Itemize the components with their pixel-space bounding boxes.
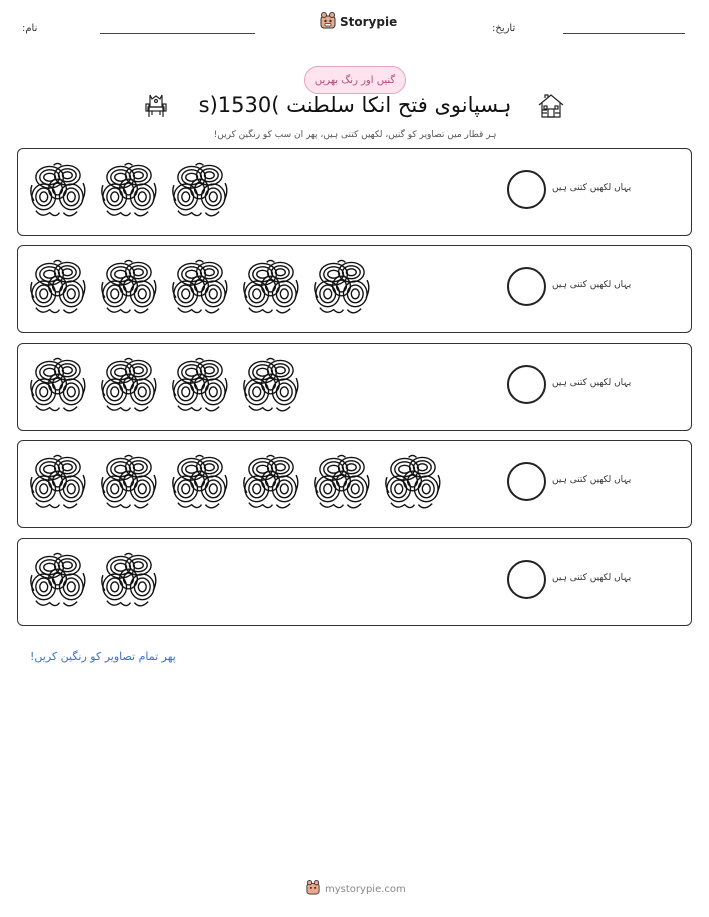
knotted-rope-icon[interactable] bbox=[28, 159, 87, 221]
answer-label: یہاں لکھیں کتنی ہیں bbox=[552, 475, 632, 485]
knotted-rope-icon[interactable] bbox=[383, 451, 442, 513]
knotted-rope-icon[interactable] bbox=[170, 354, 229, 416]
knotted-rope-icon[interactable] bbox=[241, 451, 300, 513]
knotted-rope-icon[interactable] bbox=[99, 549, 158, 611]
picture-group bbox=[28, 256, 371, 320]
knotted-rope-icon[interactable] bbox=[28, 451, 87, 513]
answer-circle[interactable] bbox=[507, 170, 546, 209]
knotted-rope-icon[interactable] bbox=[99, 159, 158, 221]
knotted-rope-icon[interactable] bbox=[28, 256, 87, 318]
date-label: تاریخ: bbox=[492, 23, 516, 34]
throne-icon bbox=[143, 93, 169, 123]
footer-brand bbox=[306, 880, 406, 898]
knotted-rope-icon[interactable] bbox=[28, 549, 87, 611]
brand-logo bbox=[320, 12, 397, 32]
house-icon bbox=[536, 92, 566, 124]
activity-badge: گنیں اور رنگ بھریں bbox=[304, 66, 406, 94]
answer-circle[interactable] bbox=[507, 560, 546, 599]
storypie-logo-icon bbox=[320, 11, 336, 33]
answer-circle[interactable] bbox=[507, 365, 546, 404]
knotted-rope-icon[interactable] bbox=[241, 256, 300, 318]
footer-url: mystorypie.com bbox=[325, 883, 406, 895]
answer-circle[interactable] bbox=[507, 462, 546, 501]
answer-label: یہاں لکھیں کتنی ہیں bbox=[552, 280, 632, 290]
knotted-rope-icon[interactable] bbox=[99, 256, 158, 318]
counting-row bbox=[17, 245, 692, 333]
counting-row bbox=[17, 538, 692, 626]
page-title: ہسپانوی فتح انکا سلطنت )1530(s bbox=[198, 93, 512, 117]
knotted-rope-icon[interactable] bbox=[170, 159, 229, 221]
picture-group bbox=[28, 354, 300, 418]
answer-circle[interactable] bbox=[507, 267, 546, 306]
counting-row bbox=[17, 343, 692, 431]
knotted-rope-icon[interactable] bbox=[99, 451, 158, 513]
knotted-rope-icon[interactable] bbox=[99, 354, 158, 416]
storypie-logo-icon bbox=[306, 879, 320, 899]
brand-name: Storypie bbox=[340, 15, 398, 29]
name-label: نام: bbox=[22, 23, 38, 34]
answer-label: یہاں لکھیں کتنی ہیں bbox=[552, 573, 632, 583]
picture-group bbox=[28, 451, 442, 515]
counting-row bbox=[17, 440, 692, 528]
knotted-rope-icon[interactable] bbox=[170, 256, 229, 318]
knotted-rope-icon[interactable] bbox=[28, 354, 87, 416]
date-line[interactable] bbox=[563, 33, 685, 34]
name-line[interactable] bbox=[100, 33, 255, 34]
counting-row bbox=[17, 148, 692, 236]
picture-group bbox=[28, 159, 229, 223]
knotted-rope-icon[interactable] bbox=[170, 451, 229, 513]
answer-label: یہاں لکھیں کتنی ہیں bbox=[552, 378, 632, 388]
instructions: ہر قطار میں تصاویر کو گنیں، لکھیں کتنی ہیں، پھر ان سب کو رنگین کریں! bbox=[213, 130, 497, 140]
knotted-rope-icon[interactable] bbox=[312, 256, 371, 318]
footer-note: پھر تمام تصاویر کو رنگین کریں! bbox=[30, 650, 176, 663]
picture-group bbox=[28, 549, 158, 613]
knotted-rope-icon[interactable] bbox=[241, 354, 300, 416]
knotted-rope-icon[interactable] bbox=[312, 451, 371, 513]
answer-label: یہاں لکھیں کتنی ہیں bbox=[552, 183, 632, 193]
